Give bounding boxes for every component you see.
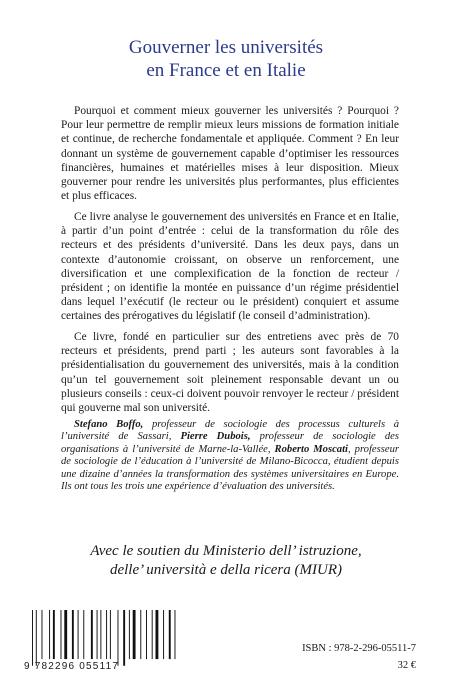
barcode-bar [36,610,37,666]
book-title-line-2: en France et en Italie [146,60,306,81]
barcode-bar [97,610,98,659]
barcode-bar [61,610,62,659]
barcode-bar [32,610,33,666]
barcode-bar [100,610,101,659]
barcode-bar [91,610,93,659]
barcode-bar [140,610,141,659]
barcode-bar [53,610,55,659]
barcode-bar [123,610,125,666]
barcode-bar [118,610,119,666]
barcode [28,610,176,668]
summary-paragraph-2: Ce livre analyse le gouvernement des universités en France et en Italie, à partir d’un point d’entrée : celui de la transformation du rôle des recteurs et des présidents d’université. Dans les deux pays, dans un contexte d’autonomie croissant, on observe un renforcement, une diversification et une complexification de la fonction de recteur / président ; on identifie la montée en puissance d’un régime présidentiel dans lequel l’exécutif (le recteur ou le président) conquiert et assume certaines des prérogatives du législatif (le conseil d’administration). [61,211,399,323]
barcode-bar [175,610,176,659]
author-name-1: Stefano Boffo, [74,419,144,430]
barcode-bar [106,610,107,659]
barcode-bar [146,610,147,659]
barcode-number: 9 782296 055117 [24,661,120,672]
book-title-line-1: Gouverner les universités [128,37,324,58]
barcode-bar [169,610,171,659]
barcode-bar [64,610,67,659]
author-bio-1: professeur de sociologie des processus culturels à l’université de Sassari, [61,419,399,443]
barcode-bar [133,610,136,659]
barcode-bar [129,610,130,659]
barcode-bar [83,610,84,659]
author-name-2: Pierre Dubois, [180,431,251,443]
barcode-bar [78,610,79,659]
price-label: 32 € [397,660,416,671]
barcode-bar [110,610,111,659]
barcode-bar [42,610,43,659]
author-name-3: Roberto Moscati [274,443,348,455]
author-bio-3: , professeur de sociologie de l’éducation à l’université de Milano-Bicocca, étudient depuis une dizaine d’années la transformation des systèmes universitaires en Europe. Ils ont tous les trois une expérience d’évaluation des universités. [61,443,399,493]
author-bio-2: professeur de sociologie des organisations à l’université de Marne-la-Vallée, [61,431,400,455]
isbn-number: ISBN : 978-2-296-05511-7 [302,643,416,654]
summary-paragraph-1: Pourquoi et comment mieux gouverner les universités ? Pourquoi ? Pour leur permettre de remplir mieux leurs missions de formation initiale et continue, de recherche fondamentale et appliquée. Comment ? En leur donnant un système de gouvernement capable d’optimiser les ressources financières, humaines et matérielles mises à leur disposition. Mieux gouverner pour rendre les universités plus performantes, plus efficientes et plus efficaces. [61,105,399,203]
barcode-bar [163,610,164,659]
support-line-2: delle’ università e della ricera (MIUR) [109,562,342,578]
barcode-bar [152,610,153,659]
support-line-1: Avec le soutien du Ministerio dell’ istruzione, [90,543,362,559]
barcode-bar [156,610,159,659]
barcode-bar [49,610,50,659]
support-notice [0,542,452,580]
barcode-bar [72,610,74,659]
authors-bio [61,419,399,493]
book-title [0,36,452,82]
summary-paragraph-3: Ce livre, fondé en particulier sur des entretiens avec près de 70 recteurs et présidents, prend parti ; les auteurs sont favorables à la présidentialisation du gouvernement des universités, mais à la condition qu’un tel gouvernement soit pleinement responsable devant un ou plusieurs conseils : ceux-ci doivent pouvoir renvoyer le recteur / président qui gouverne mal son université. [61,331,399,415]
